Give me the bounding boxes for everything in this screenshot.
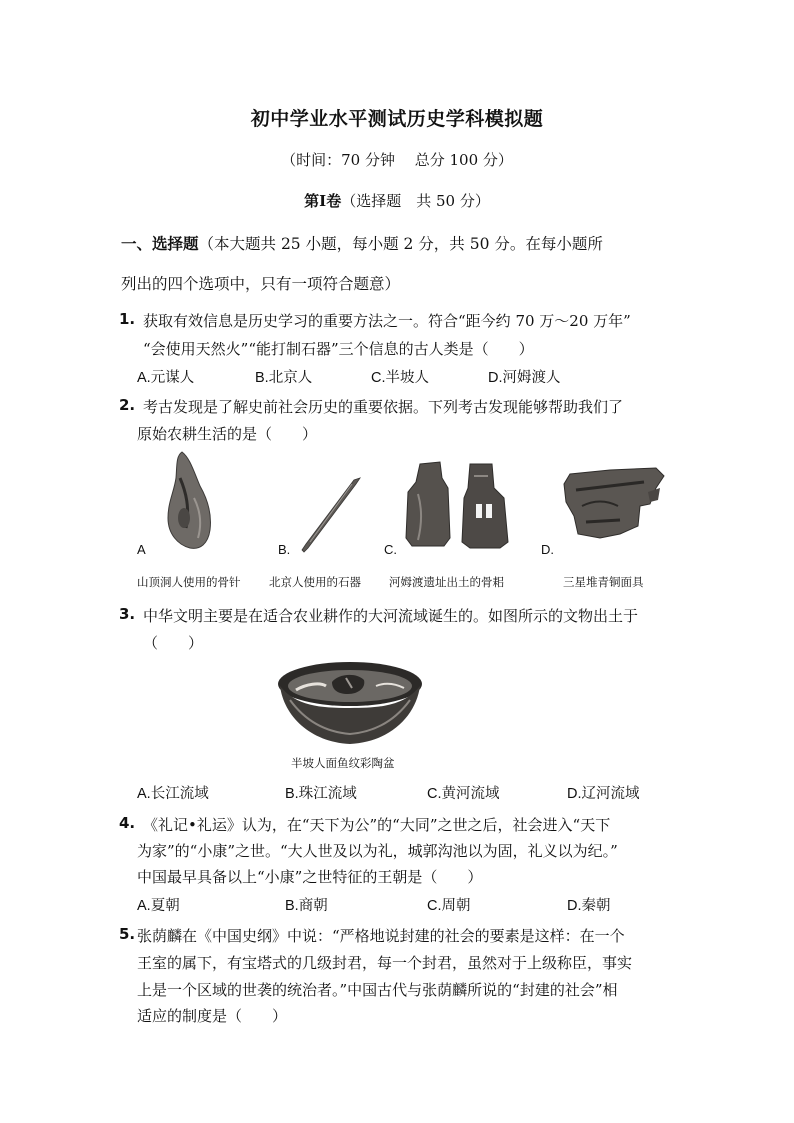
q2-image-label-d: D. (541, 542, 554, 557)
question-2-line-1: 考古发现是了解史前社会历史的重要依据。下列考古发现能够帮助我们了 (143, 398, 624, 416)
bone-spade-image (404, 458, 524, 550)
exam-info: （时间：70 分钟 总分 100 分） (281, 151, 513, 169)
question-4-line-2: 为家”的“小康”之世。“大人世及以为礼，城郭沟池以为固，礼义以为纪。” (137, 842, 618, 860)
question-3-line-2: （ ） (143, 634, 204, 652)
instructions-line-2: 列出的四个选项中，只有一项符合题意） (121, 275, 401, 293)
question-4-line-1: 《礼记•礼运》认为，在“天下为公”的“大同”之世之后，社会进入“天下 (143, 816, 611, 834)
q2-caption-d: 三星堆青铜面具 (563, 577, 644, 589)
question-number-5: 5. (119, 925, 136, 943)
part-label: 一、选择题 (121, 234, 199, 253)
q2-image-label-c: C. (384, 542, 397, 557)
question-number-2: 2. (119, 396, 136, 414)
question-number-1: 1. (119, 310, 136, 328)
q3-option-b[interactable]: B.珠江流域 (285, 786, 357, 802)
question-1-line-2: “会使用天然火”“能打制石器”三个信息的古人类是（ ） (143, 340, 534, 358)
question-5-line-4: 适应的制度是（ ） (137, 1007, 288, 1025)
stone-tool-image (296, 474, 364, 554)
question-3-line-1: 中华文明主要是在适合农业耕作的大河流域诞生的。如图所示的文物出土于 (143, 607, 639, 625)
q1-option-c[interactable]: C.半坡人 (371, 370, 429, 386)
q1-option-a[interactable]: A.元谋人 (137, 370, 195, 386)
q1-option-d[interactable]: D.河姆渡人 (488, 370, 561, 386)
q3-image-caption: 半坡人面鱼纹彩陶盆 (291, 758, 395, 770)
q3-option-a[interactable]: A.长江流域 (137, 786, 209, 802)
section-desc: （选择题 共 50 分） (341, 192, 490, 210)
question-2-line-2: 原始农耕生活的是（ ） (137, 425, 318, 443)
question-1-line-1: 获取有效信息是历史学习的重要方法之一。符合“距今约 70 万～20 万年” (143, 312, 631, 330)
q4-option-c[interactable]: C.周朝 (427, 898, 471, 914)
instructions-text: （本大题共 25 小题，每小题 2 分，共 50 分。在每小题所 (198, 235, 603, 253)
q2-caption-c: 河姆渡遗址出土的骨耜 (389, 577, 504, 589)
question-number-4: 4. (119, 814, 136, 832)
bone-needle-image (160, 448, 220, 553)
q1-option-b[interactable]: B.北京人 (255, 370, 313, 386)
q2-image-label-a: A (137, 542, 146, 557)
q3-option-c[interactable]: C.黄河流域 (427, 786, 500, 802)
page-title: 初中学业水平测试历史学科模拟题 (250, 108, 544, 130)
q4-option-d[interactable]: D.秦朝 (567, 898, 611, 914)
section-label: 第Ⅰ卷 (304, 192, 342, 210)
q3-option-d[interactable]: D.辽河流域 (567, 786, 640, 802)
question-5-line-3: 上是一个区域的世袭的统治者。”中国古代与张荫麟所说的“封建的社会”相 (137, 981, 618, 999)
q2-image-label-b: B. (278, 542, 291, 557)
bronze-mask-image (560, 466, 668, 544)
question-4-line-3: 中国最早具备以上“小康”之世特征的王朝是（ ） (137, 868, 483, 886)
q4-option-b[interactable]: B.商朝 (285, 898, 328, 914)
question-5-line-1: 张荫麟在《中国史纲》中说：“严格地说封建的社会的要素是这样：在一个 (137, 927, 625, 945)
q4-option-a[interactable]: A.夏朝 (137, 898, 180, 914)
q2-caption-a: 山顶洞人使用的骨针 (137, 577, 241, 589)
question-number-3: 3. (119, 605, 136, 623)
q2-caption-b: 北京人使用的石器 (269, 577, 361, 589)
instructions-line-1 (121, 232, 603, 254)
painted-pottery-basin-image (276, 660, 424, 746)
section-heading (0, 190, 794, 211)
question-5-line-2: 王室的属下，有宝塔式的几级封君，每一个封君，虽然对于上级称臣，事实 (137, 954, 633, 972)
